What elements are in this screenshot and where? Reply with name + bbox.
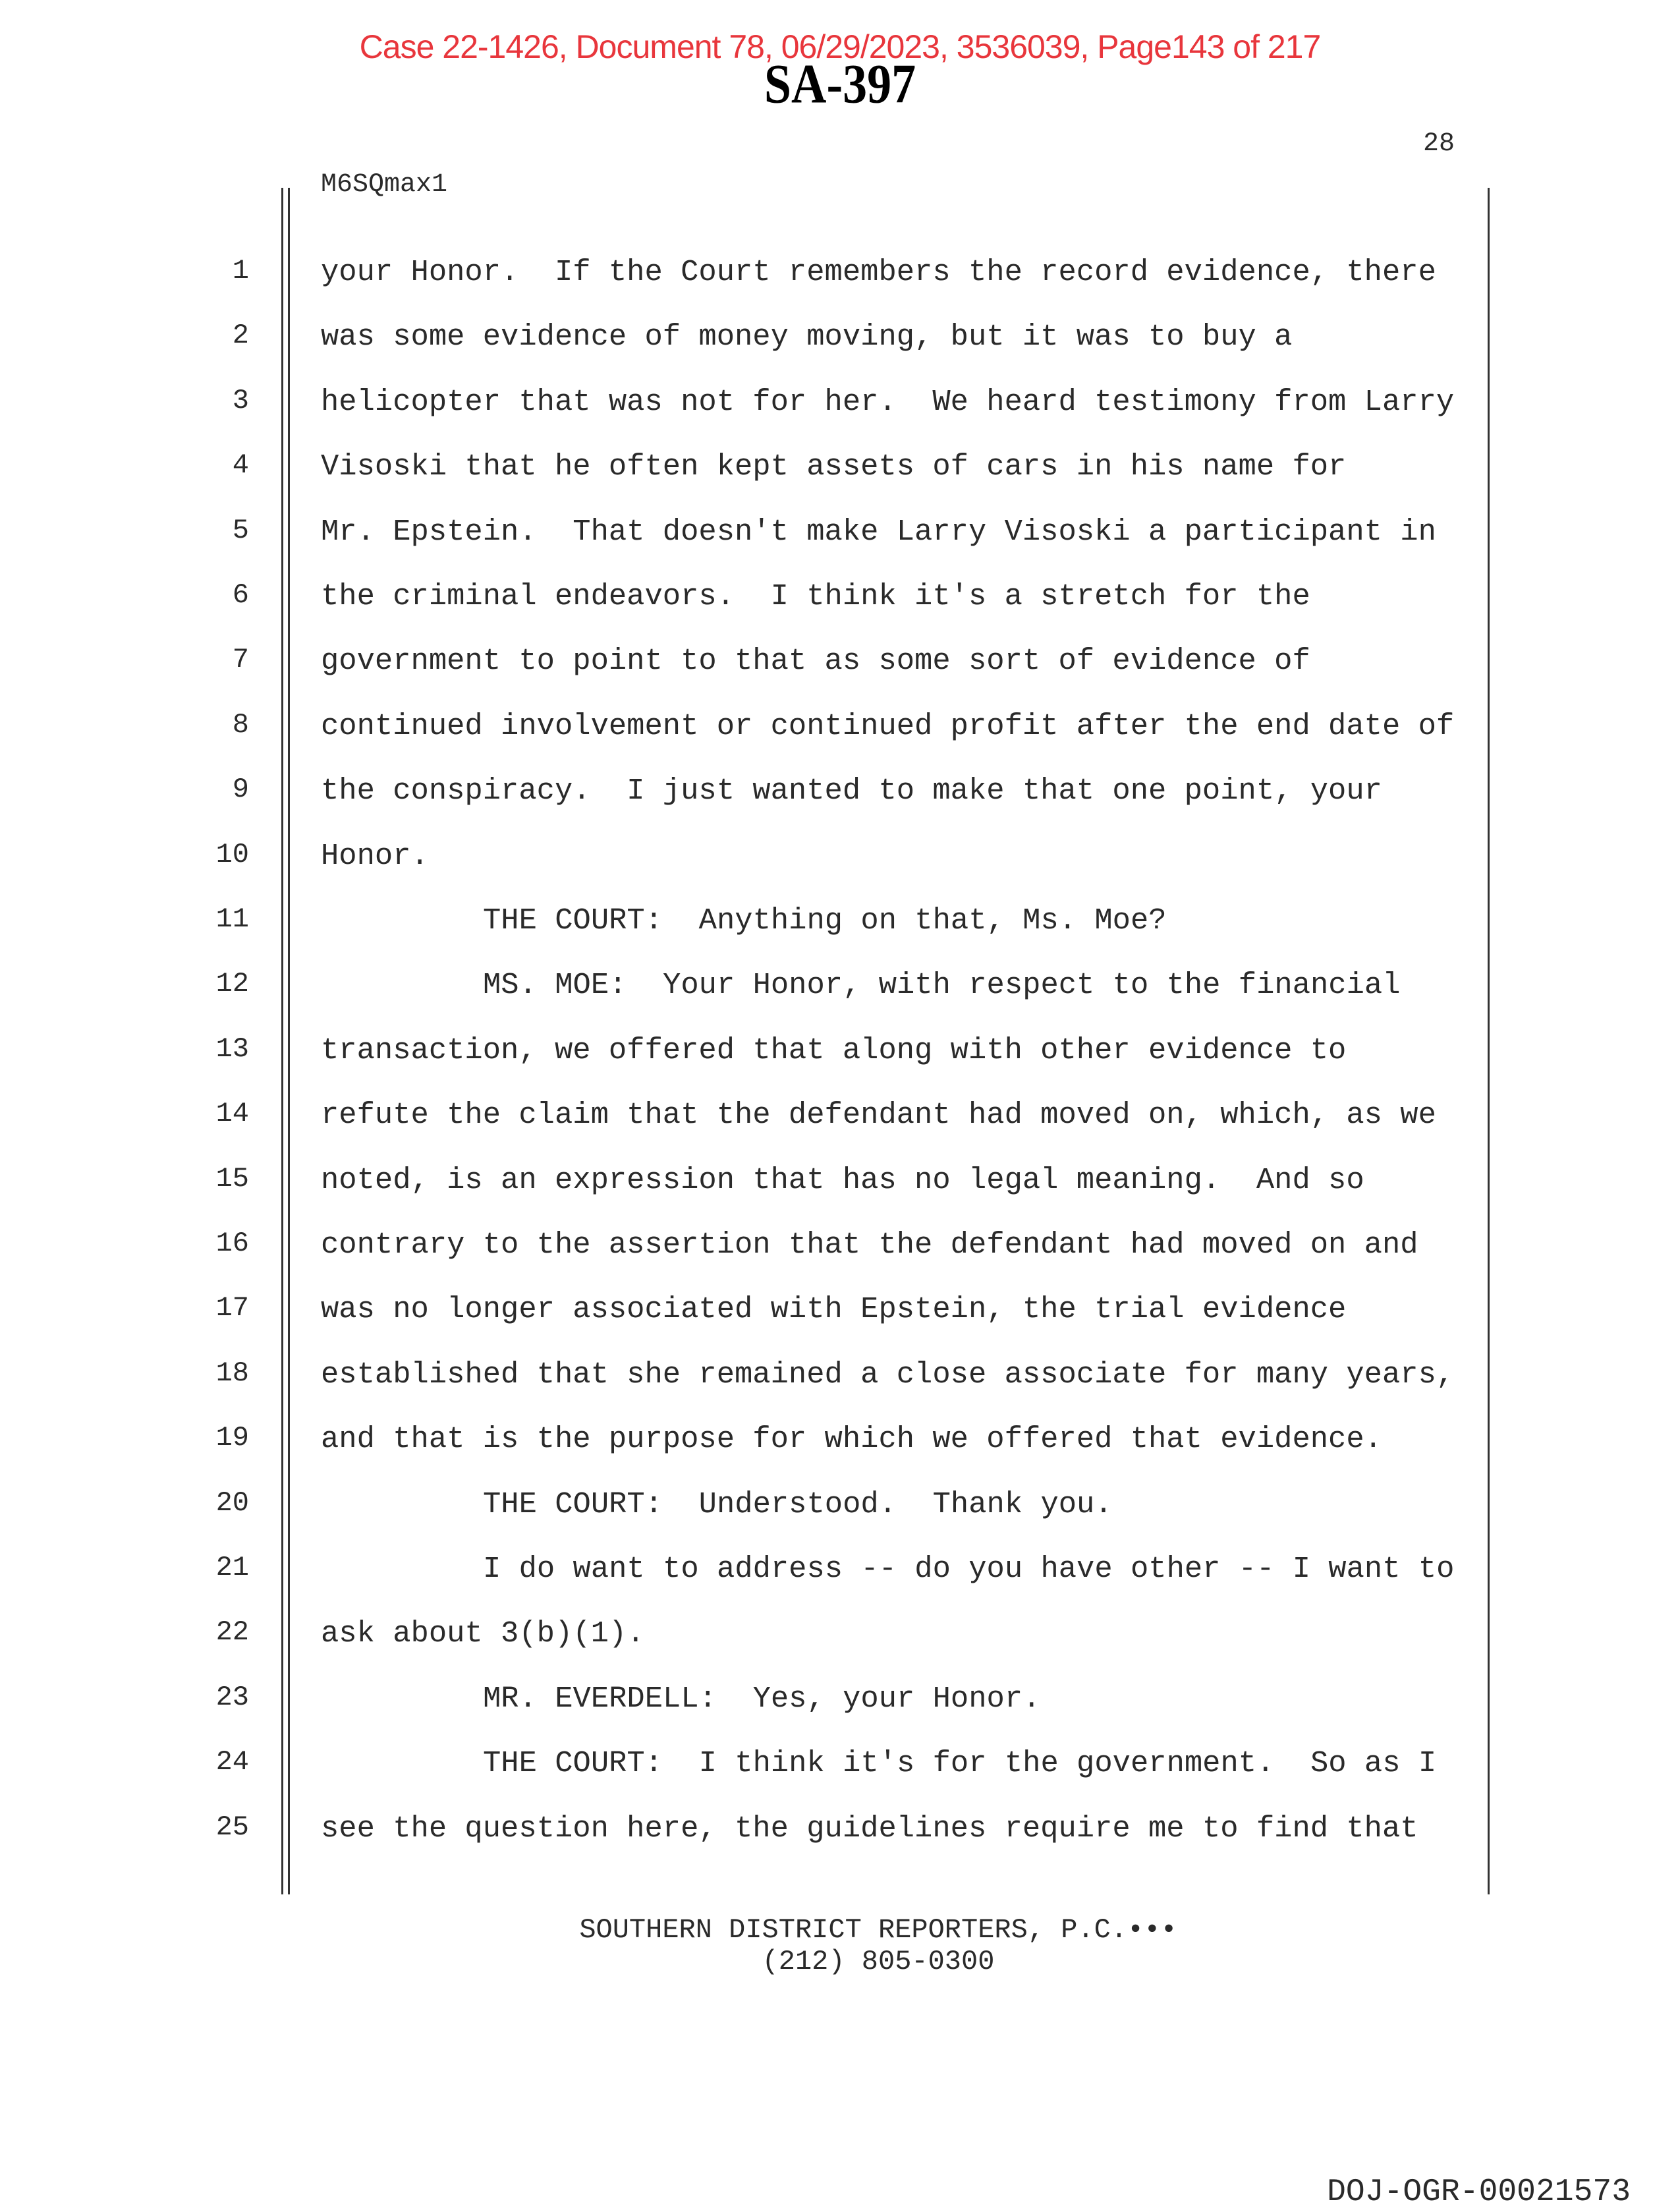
line-text: MS. MOE: Your Honor, with respect to the financial	[483, 968, 1401, 1003]
transcript-line	[0, 1033, 1680, 1073]
line-number: 11	[215, 903, 249, 935]
line-number: 14	[215, 1098, 249, 1130]
line-number: 12	[215, 968, 249, 1000]
transcript-line	[0, 709, 1680, 749]
line-text: established that she remained a close associate for many years,	[321, 1357, 1455, 1392]
line-number: 18	[215, 1357, 249, 1389]
line-text: see the question here, the guidelines require me to find that	[321, 1811, 1418, 1846]
transcript-line	[0, 1228, 1680, 1267]
line-number: 20	[215, 1487, 249, 1519]
transcript-line	[0, 1357, 1680, 1397]
line-text: THE COURT: I think it's for the government. So as I	[483, 1746, 1437, 1781]
line-number: 10	[215, 838, 249, 870]
line-text: and that is the purpose for which we offered that evidence.	[321, 1422, 1382, 1457]
line-number: 21	[215, 1552, 249, 1583]
line-number: 16	[215, 1228, 249, 1259]
line-text: was some evidence of money moving, but it was to buy a	[321, 320, 1293, 354]
transcript-line	[0, 385, 1680, 424]
line-text: refute the claim that the defendant had moved on, which, as we	[321, 1098, 1436, 1133]
line-text: your Honor. If the Court remembers the record evidence, there	[321, 255, 1436, 289]
line-text: Visoski that he often kept assets of cars in his name for	[321, 449, 1347, 484]
case-filing-stamp: Case 22-1426, Document 78, 06/29/2023, 3536039, Page143 of 217	[359, 28, 1321, 65]
line-number: 15	[215, 1162, 249, 1195]
line-number: 22	[215, 1616, 249, 1649]
line-number: 2	[232, 320, 249, 352]
line-number: 3	[232, 384, 249, 416]
line-number: 24	[215, 1746, 249, 1778]
line-number: 19	[215, 1422, 249, 1454]
transcript-line	[0, 1811, 1680, 1851]
transcript-line	[0, 1552, 1680, 1591]
line-number: 23	[215, 1681, 249, 1713]
transcript-line	[0, 1292, 1680, 1332]
line-number: 13	[215, 1033, 249, 1065]
line-number: 6	[232, 579, 249, 611]
line-text: the conspiracy. I just wanted to make that one point, your	[321, 774, 1382, 808]
transcript-line	[0, 1616, 1680, 1656]
transcript-line	[0, 903, 1680, 943]
line-number: 7	[232, 644, 249, 676]
line-number: 8	[232, 708, 249, 741]
line-text: I do want to address -- do you have other -- I want to	[483, 1552, 1455, 1586]
transcript-line	[0, 515, 1680, 554]
bates-number: DOJ-OGR-00021573	[1327, 2174, 1631, 2210]
line-text: THE COURT: Understood. Thank you.	[483, 1487, 1113, 1521]
transcript-page-number: 28	[1423, 129, 1455, 159]
transcript-line	[0, 1163, 1680, 1203]
line-text: Mr. Epstein. That doesn't make Larry Visoski a participant in	[321, 514, 1436, 549]
line-number: 9	[232, 774, 249, 806]
line-text: Honor.	[321, 838, 429, 873]
transcript-line	[0, 1682, 1680, 1721]
line-number: 5	[232, 514, 249, 546]
line-text: ask about 3(b)(1).	[321, 1616, 645, 1651]
line-text: government to point to that as some sort of evidence of	[321, 644, 1310, 679]
line-number: 4	[232, 449, 249, 482]
line-text: was no longer associated with Epstein, the trial evidence	[321, 1292, 1347, 1327]
line-text: continued involvement or continued profit after the end date of	[321, 708, 1455, 743]
line-text: THE COURT: Anything on that, Ms. Moe?	[483, 903, 1167, 938]
transcript-line	[0, 644, 1680, 683]
transcript-line	[0, 579, 1680, 619]
line-number: 1	[232, 255, 249, 287]
transcript-line	[0, 1487, 1680, 1527]
line-text: transaction, we offered that along with other evidence to	[321, 1033, 1347, 1067]
line-text: MR. EVERDELL: Yes, your Honor.	[483, 1681, 1041, 1716]
transcript-line	[0, 255, 1680, 295]
transcript-line	[0, 320, 1680, 359]
line-number: 25	[215, 1811, 249, 1843]
line-text: contrary to the assertion that the defendant had moved on and	[321, 1228, 1418, 1262]
line-number: 17	[215, 1292, 249, 1324]
transcript-doc-code: M6SQmax1	[321, 170, 448, 200]
footer-phone: (212) 805-0300	[762, 1946, 995, 1977]
transcript-line	[0, 1098, 1680, 1137]
sa-page-label: SA-397	[764, 53, 916, 116]
transcript-line	[0, 839, 1680, 878]
transcript-line	[0, 449, 1680, 489]
transcript-line	[0, 1422, 1680, 1461]
footer-reporter: SOUTHERN DISTRICT REPORTERS, P.C.•••	[579, 1914, 1177, 1946]
line-text: helicopter that was not for her. We heard testimony from Larry	[321, 384, 1455, 419]
transcript-line	[0, 1746, 1680, 1786]
line-text: noted, is an expression that has no legal meaning. And so	[321, 1162, 1364, 1197]
transcript-line	[0, 968, 1680, 1007]
line-text: the criminal endeavors. I think it's a stretch for the	[321, 579, 1310, 613]
transcript-line	[0, 774, 1680, 813]
